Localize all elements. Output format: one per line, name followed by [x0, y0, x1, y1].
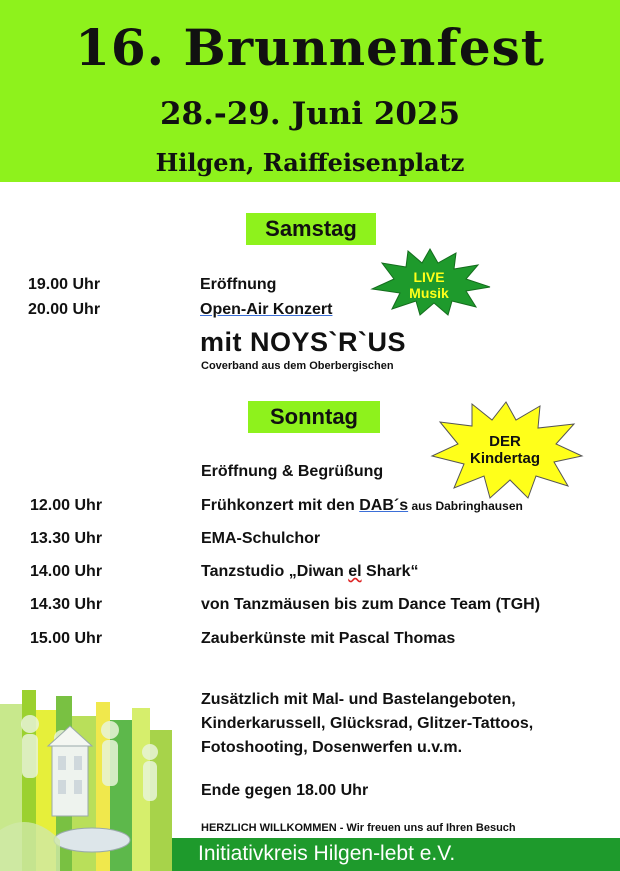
band-description: Coverband aus dem Oberbergischen	[201, 360, 394, 372]
extras-line-3: Fotoshooting, Dosenwerfen u.v.m.	[201, 739, 463, 756]
sat-time-2: 20.00 Uhr	[28, 301, 101, 318]
sun-event-4: von Tanzmäusen bis zum Dance Team (TGH)	[201, 596, 541, 613]
event-location: Hilgen, Raiffeisenplatz	[155, 148, 465, 177]
sat-event-2: Open-Air Konzert	[200, 301, 333, 318]
band-name: mit NOYS`R`US	[200, 327, 407, 357]
sun-event-2: EMA-Schulchor	[201, 530, 321, 547]
sun-time-3: 14.00 Uhr	[30, 563, 103, 580]
sun-time-4: 14.30 Uhr	[30, 596, 103, 613]
welcome-text: HERZLICH WILLKOMMEN - Wir freuen uns auf Ihren Besuch	[201, 822, 516, 834]
fountain-basin	[54, 828, 130, 852]
extras-list	[201, 688, 533, 760]
event-dates: 28.-29. Juni 2025	[159, 96, 461, 132]
end-time: Ende gegen 18.00 Uhr	[201, 782, 369, 799]
saturday-heading: Samstag	[246, 213, 376, 245]
kindertag-label: DER Kindertag	[469, 433, 540, 468]
live-music-label: LIVE Musik	[409, 269, 449, 302]
sun-time-1: 12.00 Uhr	[30, 497, 103, 514]
extras-line-1: Zusätzlich mit Mal- und Bastelangeboten,	[201, 691, 516, 708]
event-title: 16. Brunnenfest	[75, 18, 545, 77]
sun-opening: Eröffnung & Begrüßung	[201, 463, 384, 480]
sun-event-5: Zauberkünste mit Pascal Thomas	[201, 630, 456, 647]
extras-line-2: Kinderkarussell, Glücksrad, Glitzer-Tattoos,	[201, 715, 534, 732]
initiative-logo	[0, 690, 172, 871]
header-banner	[0, 0, 620, 182]
fountain-tower	[48, 726, 92, 816]
sat-time-1: 19.00 Uhr	[28, 276, 101, 293]
sun-time-5: 15.00 Uhr	[30, 630, 103, 647]
sun-time-2: 13.30 Uhr	[30, 530, 103, 547]
sunday-heading: Sonntag	[248, 401, 380, 433]
footer-organization: Initiativkreis Hilgen-lebt e.V.	[198, 842, 456, 865]
footer-bar	[172, 838, 620, 871]
sun-event-1: Frühkonzert mit den DAB´s aus Dabringhausen	[201, 497, 523, 514]
sat-event-1: Eröffnung	[200, 276, 277, 293]
sun-event-3: Tanzstudio „Diwan el Shark“	[201, 563, 419, 580]
